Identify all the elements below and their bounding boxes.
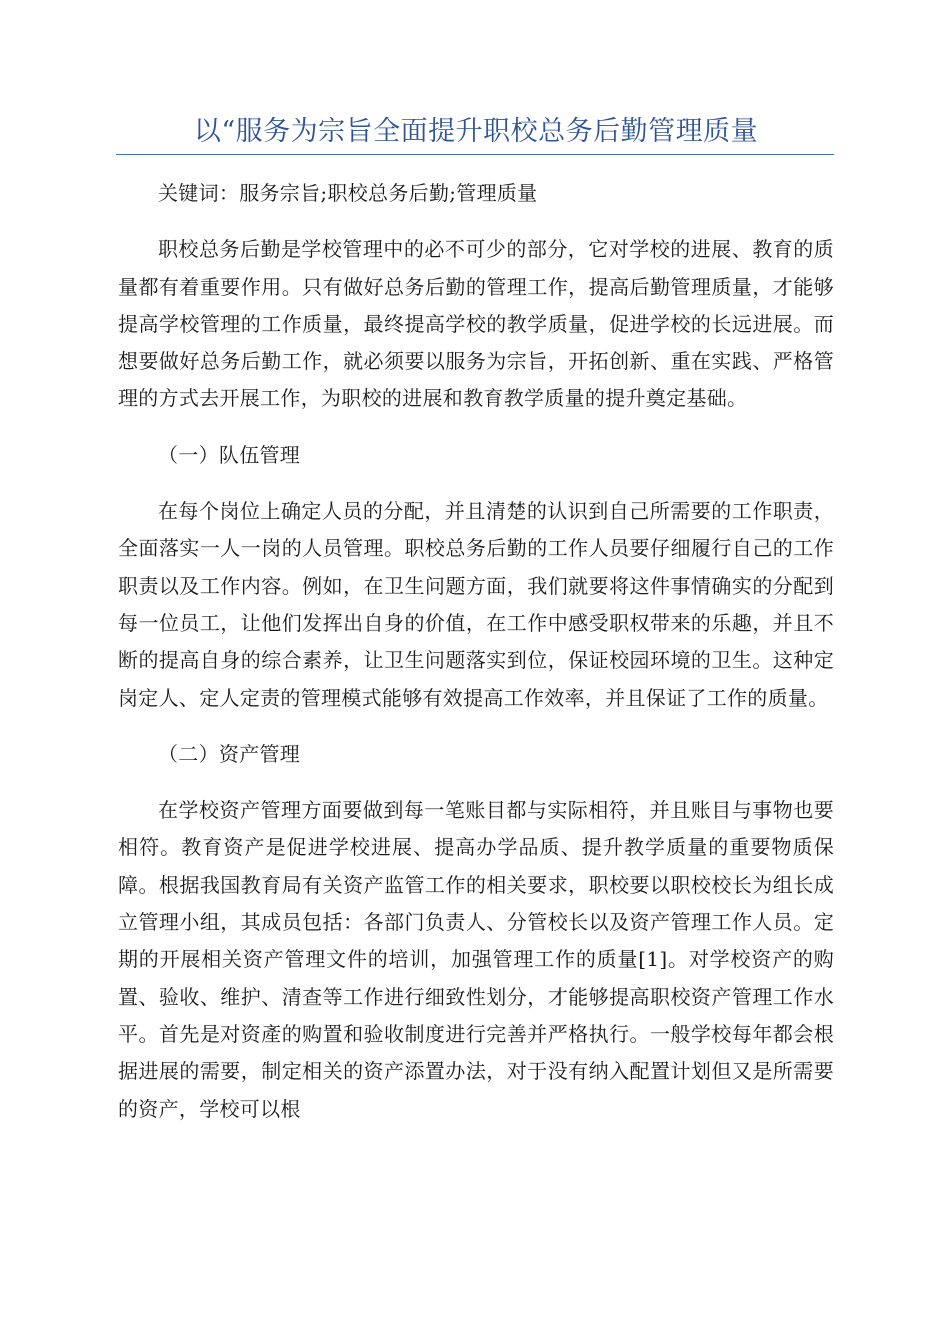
intro-paragraph: 职校总务后勤是学校管理中的必不可少的部分，它对学校的进展、教育的质量都有着重要作用。只有做好总务后勤的管理工作，提高后勤管理质量，才能够提高学校管理的工作质量，最终提高学校的教学质量，促进学校的长远进展。而想要做好总务后勤工作，就必须要以服务为宗旨，开拓创新、重在实践、严格管理的方式去开展工作，为职校的进展和教育教学质量的提升奠定基础。 (118, 237, 834, 411)
title-underline (116, 154, 834, 155)
keywords-line: 关键词：服务宗旨;职校总务后勤;管理质量 (158, 181, 538, 205)
document-body (118, 175, 834, 1128)
section-heading-team: （一）队伍管理 (158, 442, 301, 467)
document-title: 以“服务为宗旨全面提升职校总务后勤管理质量 (193, 116, 759, 147)
section-heading-assets: （二）资产管理 (158, 741, 301, 766)
section-body-team: 在每个岗位上确定人员的分配，并且清楚的认识到自己所需要的工作职责，全面落实一人一岗的人员管理。职校总务后勤的工作人员要仔细履行自己的工作职责以及工作内容。例如，在卫生问题方面，我们就要将这件事情确实的分配到每一位员工，让他们发挥出自身的价值，在工作中感受职权带来的乐趣，并且不断的提高自身的综合素养，让卫生问题落实到位，保证校园环境的卫生。这种定岗定人、定人定责的管理模式能够有效提高工作效率，并且保证了工作的质量。 (118, 499, 834, 710)
section-body-assets: 在学校资产管理方面要做到每一笔账目都与实际相符，并且账目与事物也要相符。教育资产是促进学校进展、提高办学品质、提升教学质量的重要物质保障。根据我国教育局有关资产监管工作的相关要求，职校要以职校校长为组长成立管理小组，其成员包括：各部门负责人、分管校长以及资产管理工作人员。定期的开展相关资产管理文件的培训，加强管理工作的质量[1]。对学校资产的购置、验收、维护、清查等工作进行细致性划分，才能够提高职校资产管理工作水平。首先是对资產的购置和验收制度进行完善并严格执行。一般学校每年都会根据进展的需要，制定相关的资产添置办法，对于没有纳入配置计划但又是所需要的资产，学校可以根 (118, 798, 834, 1121)
